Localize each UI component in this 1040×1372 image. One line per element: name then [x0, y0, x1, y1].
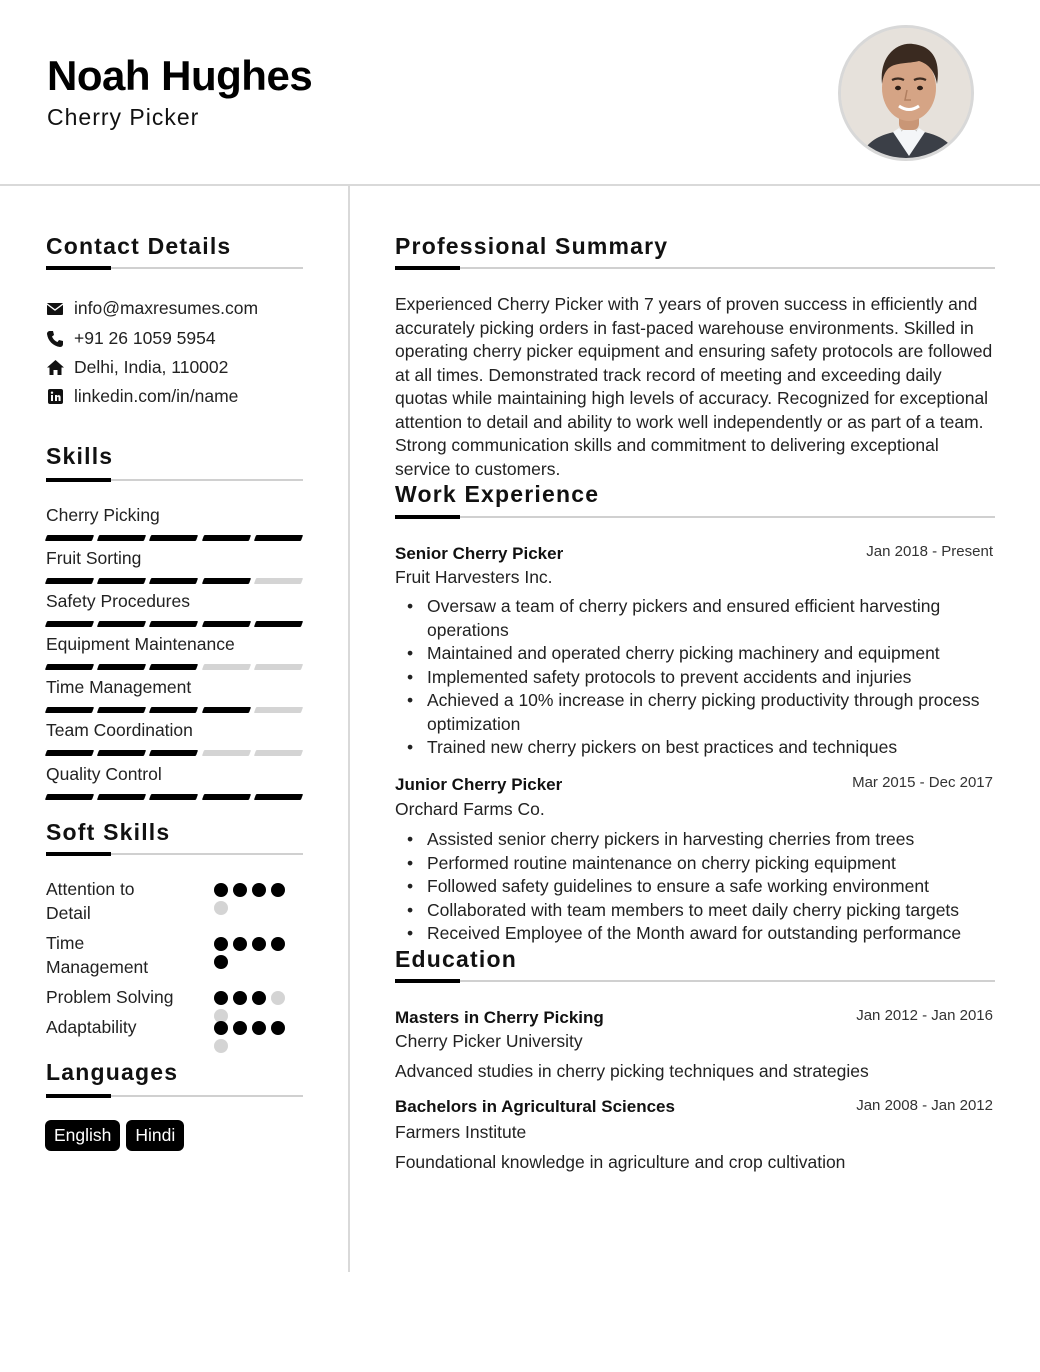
- job-bullet: • Performed routine maintenance on cherry picking equipment: [395, 852, 995, 876]
- skill-rating-segment: [97, 750, 146, 756]
- language-badge: Hindi: [126, 1120, 184, 1151]
- rating-dot: [214, 901, 228, 915]
- skills-section-rule: [46, 479, 303, 481]
- rating-dot: [214, 955, 228, 969]
- soft-skill-label: Problem Solving: [46, 987, 174, 1007]
- skill-label: Team Coordination: [46, 720, 193, 740]
- skill-rating-segment: [97, 621, 146, 627]
- languages-section-rule: [46, 1095, 303, 1097]
- skill-rating-segment: [254, 794, 303, 800]
- soft-skill-rating: [214, 1021, 294, 1053]
- skill-rating-segment: [202, 794, 251, 800]
- skill-rating-segment: [97, 578, 146, 584]
- job-title: Junior Cherry Picker: [395, 775, 563, 794]
- candidate-role: Cherry Picker: [47, 104, 200, 130]
- summary-section-rule: [395, 267, 995, 269]
- rating-dot: [233, 937, 247, 951]
- work-section-title: Work Experience: [395, 481, 600, 507]
- skill-rating-segment: [149, 621, 198, 627]
- rating-dot: [252, 1021, 266, 1035]
- skill-rating-segment: [202, 707, 251, 713]
- soft-skill-label: Attention to Detail: [46, 879, 135, 923]
- summary-section-title: Professional Summary: [395, 233, 669, 259]
- skill-rating-segment: [45, 578, 94, 584]
- job-title: Senior Cherry Picker: [395, 544, 564, 563]
- skill-rating-segment: [202, 535, 251, 541]
- job-bullet: • Implemented safety protocols to prevent accidents and injuries: [395, 666, 995, 690]
- job-bullet: • Received Employee of the Month award for outstanding performance: [395, 922, 995, 946]
- rating-dot: [271, 883, 285, 897]
- home-icon: [46, 359, 64, 377]
- envelope-icon: [46, 300, 64, 318]
- job-company: Orchard Farms Co.: [395, 799, 545, 819]
- skill-rating-segment: [97, 535, 146, 541]
- skill-label: Cherry Picking: [46, 505, 160, 525]
- contact-linkedin-text: linkedin.com/in/name: [74, 386, 239, 406]
- rating-dot: [214, 883, 228, 897]
- degree-title: Bachelors in Agricultural Sciences: [395, 1097, 675, 1116]
- job-date: Mar 2015 - Dec 2017: [852, 774, 993, 791]
- skill-rating-segment: [97, 794, 146, 800]
- degree-description: Advanced studies in cherry picking techniques and strategies: [395, 1061, 869, 1081]
- contact-phone[interactable]: [46, 328, 216, 349]
- rating-dot: [271, 937, 285, 951]
- skill-rating-segment: [202, 578, 251, 584]
- job-company: Fruit Harvesters Inc.: [395, 567, 553, 587]
- skill-rating-segment: [254, 707, 303, 713]
- contact-address-text: Delhi, India, 110002: [74, 357, 229, 377]
- profile-photo: [838, 25, 974, 161]
- skill-rating-bar: [46, 750, 302, 756]
- degree-date: Jan 2012 - Jan 2016: [856, 1007, 993, 1024]
- soft-skill-rating: [214, 991, 294, 1023]
- job-bullet: • Achieved a 10% increase in cherry picking productivity through process optimization: [395, 689, 995, 736]
- skill-rating-segment: [97, 707, 146, 713]
- candidate-name: Noah Hughes: [47, 52, 313, 99]
- contact-section-rule: [46, 267, 303, 269]
- rating-dot: [214, 1021, 228, 1035]
- rating-dot: [233, 991, 247, 1005]
- skill-rating-bar: [46, 794, 302, 800]
- skill-rating-bar: [46, 707, 302, 713]
- rating-dot: [252, 991, 266, 1005]
- soft-skill-label: Adaptability: [46, 1017, 137, 1037]
- skill-rating-segment: [149, 664, 198, 670]
- job-bullet: • Oversaw a team of cherry pickers and ensured efficient harvesting operations: [395, 595, 995, 642]
- skill-rating-segment: [254, 535, 303, 541]
- job-date: Jan 2018 - Present: [866, 543, 993, 560]
- skill-rating-segment: [149, 794, 198, 800]
- education-section-title: Education: [395, 946, 517, 972]
- skill-rating-segment: [45, 750, 94, 756]
- skill-rating-segment: [202, 664, 251, 670]
- skill-label: Fruit Sorting: [46, 548, 142, 568]
- linkedin-icon: [46, 388, 64, 406]
- rating-dot: [214, 1039, 228, 1053]
- skill-label: Safety Procedures: [46, 591, 190, 611]
- skills-section-title: Skills: [46, 443, 114, 469]
- rating-dot: [233, 883, 247, 897]
- rating-dot: [252, 937, 266, 951]
- rating-dot: [214, 937, 228, 951]
- job-bullet: • Assisted senior cherry pickers in harvesting cherries from trees: [395, 828, 995, 852]
- skill-rating-segment: [45, 535, 94, 541]
- job-bullet: • Followed safety guidelines to ensure a safe working environment: [395, 875, 995, 899]
- job-bullet: • Trained new cherry pickers on best practices and techniques: [395, 736, 995, 760]
- skill-rating-segment: [202, 621, 251, 627]
- contact-phone-text: +91 26 1059 5954: [74, 328, 216, 348]
- skill-rating-segment: [254, 621, 303, 627]
- contact-email[interactable]: [46, 298, 258, 319]
- skill-rating-segment: [45, 707, 94, 713]
- skill-rating-segment: [202, 750, 251, 756]
- skill-rating-segment: [45, 794, 94, 800]
- education-section-rule: [395, 980, 995, 982]
- skill-rating-segment: [149, 578, 198, 584]
- degree-title: Masters in Cherry Picking: [395, 1008, 604, 1027]
- summary-text: Experienced Cherry Picker with 7 years of proven success in efficiently and accurately picking orders in fast-paced warehouse environments. Skilled in operating cherry picker equipment and ensuring safety protocols are followed at all times. Demonstrated track record of meeting and exceeding daily quotas while maintaining high levels of accuracy. Recognized for exceptional attention to detail and ability to work well independently or as part of a team. Strong communication skills and commitment to delivering exceptional service to customers.: [395, 294, 993, 479]
- soft-skill-rating: [214, 937, 294, 969]
- languages-section-title: Languages: [46, 1059, 179, 1085]
- contact-address: [46, 357, 228, 378]
- contact-section-title: Contact Details: [46, 233, 232, 259]
- soft-skills-section-title: Soft Skills: [46, 819, 171, 845]
- job-bullets: [395, 828, 995, 946]
- contact-linkedin[interactable]: [46, 386, 238, 407]
- skill-rating-segment: [149, 750, 198, 756]
- soft-skill-rating: [214, 883, 294, 915]
- portrait-illustration: [841, 28, 974, 161]
- degree-description: Foundational knowledge in agriculture and crop cultivation: [395, 1152, 846, 1172]
- skill-rating-bar: [46, 535, 302, 541]
- rating-dot: [271, 1021, 285, 1035]
- skill-rating-segment: [45, 664, 94, 670]
- rating-dot: [214, 991, 228, 1005]
- work-section-rule: [395, 516, 995, 518]
- skill-rating-bar: [46, 578, 302, 584]
- column-divider: [348, 186, 350, 1272]
- rating-dot: [271, 991, 285, 1005]
- contact-email-text: info@maxresumes.com: [74, 298, 259, 318]
- rating-dot: [252, 883, 266, 897]
- skill-label: Quality Control: [46, 764, 162, 784]
- skill-rating-segment: [45, 621, 94, 627]
- skill-rating-segment: [254, 750, 303, 756]
- skill-rating-segment: [254, 664, 303, 670]
- skill-rating-segment: [254, 578, 303, 584]
- skill-label: Equipment Maintenance: [46, 634, 235, 654]
- languages-list: [45, 1120, 184, 1151]
- skill-rating-bar: [46, 664, 302, 670]
- soft-skills-section-rule: [46, 853, 303, 855]
- degree-school: Cherry Picker University: [395, 1031, 583, 1051]
- language-badge: English: [45, 1120, 120, 1151]
- soft-skill-label: Time Management: [46, 933, 149, 977]
- skill-rating-segment: [97, 664, 146, 670]
- rating-dot: [233, 1021, 247, 1035]
- job-bullets: [395, 595, 995, 760]
- skill-rating-segment: [149, 535, 198, 541]
- skill-label: Time Management: [46, 677, 192, 697]
- job-bullet: • Collaborated with team members to meet daily cherry picking targets: [395, 899, 995, 923]
- job-bullet: • Maintained and operated cherry picking machinery and equipment: [395, 642, 995, 666]
- phone-icon: [46, 330, 64, 348]
- degree-date: Jan 2008 - Jan 2012: [856, 1097, 993, 1114]
- resume-header: [0, 0, 1040, 186]
- skill-rating-segment: [149, 707, 198, 713]
- skill-rating-bar: [46, 621, 302, 627]
- degree-school: Farmers Institute: [395, 1122, 527, 1142]
